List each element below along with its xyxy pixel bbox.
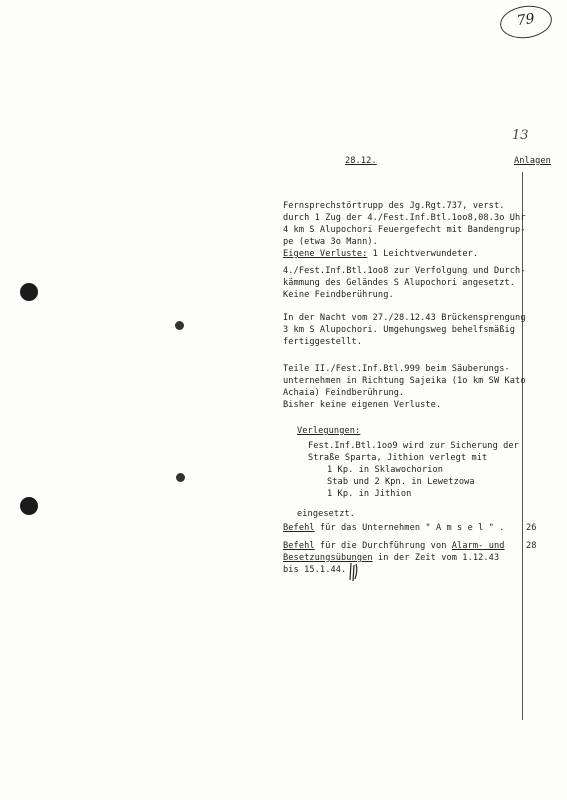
order-text: in der Zeit vom 1.12.43	[372, 553, 500, 563]
text-line: Teile II./Fest.Inf.Btl.999 beim Säuberungs-	[283, 364, 510, 374]
transfers-heading: Verlegungen:	[297, 426, 361, 436]
text-line: Bisher keine eigenen Verluste.	[283, 400, 442, 410]
text-line: unternehmen in Richtung Sajeika (1o km SW Kato	[283, 376, 526, 386]
archive-stamp	[498, 3, 554, 42]
text-line: Fernsprechstörtrupp des Jg.Rgt.737, verst.	[283, 201, 505, 211]
ink-blot	[175, 321, 184, 330]
order-text: für das Unternehmen " A m s e l " .	[314, 523, 505, 533]
entry-date: 28.12.	[345, 156, 377, 166]
punch-hole-top	[20, 283, 38, 301]
order-line	[283, 541, 505, 552]
text-line: durch 1 Zug der 4./Fest.Inf.Btl.1oo8,08.3o Uhr	[283, 213, 526, 223]
text-line: In der Nacht vom 27./28.12.43 Brückensprengung	[283, 313, 526, 323]
punch-hole-bottom	[20, 497, 38, 515]
text-line: 4./Fest.Inf.Btl.1oo8 zur Verfolgung und Durch-	[283, 266, 526, 276]
order-label-3: Besetzungsübungen	[283, 553, 373, 563]
page-number: 13	[512, 128, 529, 143]
transfers-line: Fest.Inf.Btl.1oo9 wird zur Sicherung der	[308, 441, 519, 451]
transfers-item: 1 Kp. in Sklawochorion	[327, 465, 444, 475]
text-line: Achaia) Feindberührung.	[283, 388, 405, 398]
losses-text: 1 Leichtverwundeter.	[367, 249, 479, 259]
stamp-number: 79	[515, 10, 536, 30]
text-line: pe (etwa 3o Mann).	[283, 237, 378, 247]
losses-label: Eigene Verluste:	[283, 249, 368, 259]
attachments-column-rule	[522, 172, 523, 720]
transfers-closing: eingesetzt.	[297, 509, 356, 519]
order-label: Befehl	[283, 523, 315, 533]
text-line: Keine Feindberührung.	[283, 290, 394, 300]
text-line: 3 km S Alupochori. Umgehungsweg behelfsmäßig	[283, 325, 516, 335]
losses-line	[283, 249, 478, 260]
order-label-2: Alarm- und	[451, 541, 505, 551]
order-text: für die Durchführung von	[314, 541, 452, 551]
ink-blot	[176, 473, 185, 482]
handwritten-mark	[348, 562, 360, 582]
text-line: 4 km S Alupochori Feuergefecht mit Bandengrup-	[283, 225, 526, 235]
order-line: bis 15.1.44.	[283, 565, 347, 575]
order-label: Befehl	[283, 541, 315, 551]
attachment-number: 26	[526, 523, 537, 533]
transfers-item: Stab und 2 Kpn. in Lewetzowa	[327, 477, 475, 487]
attachments-header: Anlagen	[514, 156, 551, 166]
text-line: kämmung des Geländes S Alupochori angesetzt.	[283, 278, 516, 288]
order-line	[283, 523, 505, 534]
attachment-number: 28	[526, 541, 537, 551]
text-line: fertiggestellt.	[283, 337, 363, 347]
transfers-line: Straße Sparta, Jithion verlegt mit	[308, 453, 488, 463]
transfers-item: 1 Kp. in Jithion	[327, 489, 412, 499]
order-line	[283, 553, 499, 564]
